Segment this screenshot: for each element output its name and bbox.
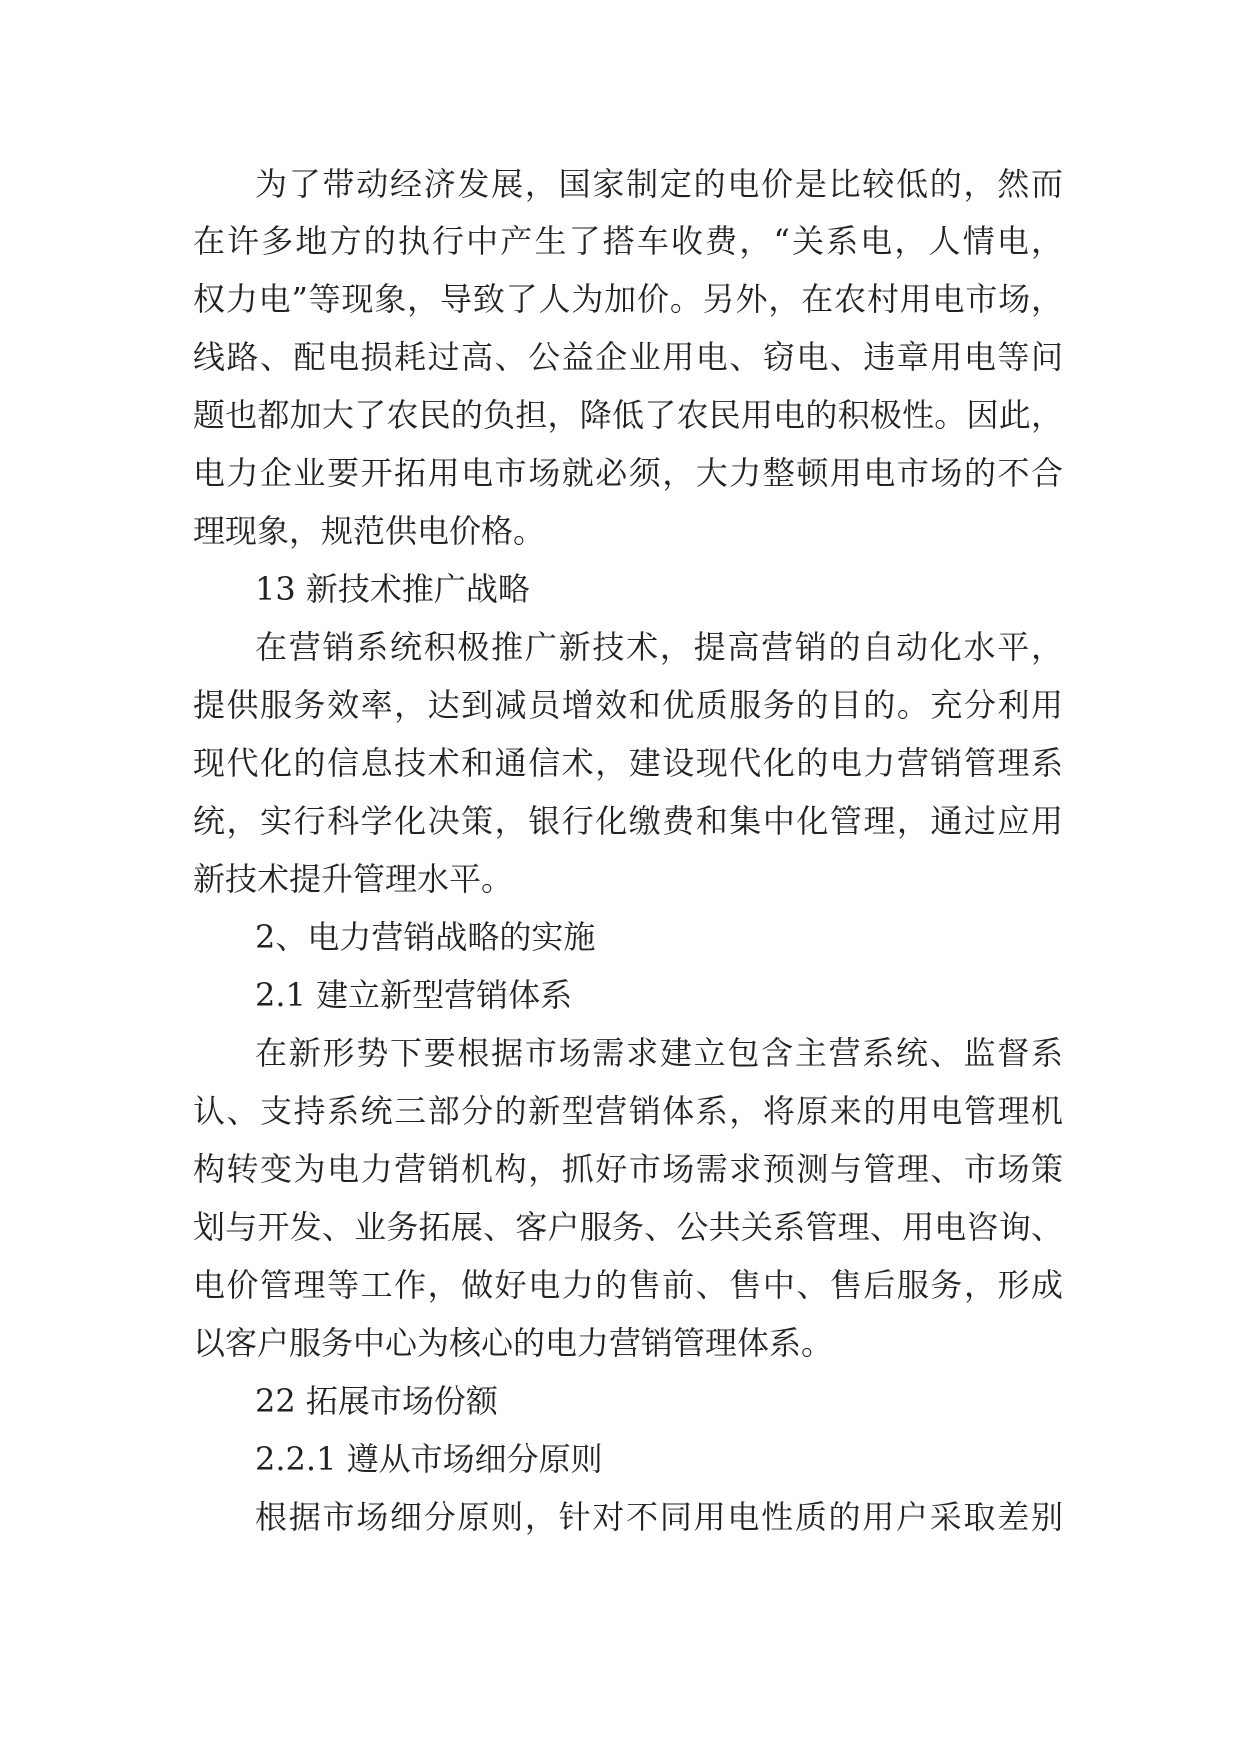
paragraph-line: 认、支持系统三部分的新型营销体系，将原来的用电管理机	[193, 1092, 1063, 1130]
section-heading: 22 拓展市场份额	[255, 1382, 498, 1420]
paragraph-line: 在许多地方的执行中产生了搭车收费，“关系电，人情电，	[193, 222, 1063, 260]
section-heading: 2.1 建立新型营销体系	[255, 976, 573, 1014]
paragraph-line: 理现象，规范供电价格。	[193, 512, 546, 550]
paragraph-line: 电力企业要开拓用电市场就必须，大力整顿用电市场的不合	[193, 454, 1063, 492]
section-heading: 13 新技术推广战略	[255, 570, 530, 608]
paragraph-line: 电价管理等工作，做好电力的售前、售中、售后服务，形成	[193, 1266, 1063, 1304]
paragraph-line: 题也都加大了农民的负担，降低了农民用电的积极性。因此，	[193, 396, 1063, 434]
paragraph-line: 以客户服务中心为核心的电力营销管理体系。	[193, 1324, 834, 1362]
paragraph-line: 在营销系统积极推广新技术，提高营销的自动化水平，	[255, 628, 1063, 666]
paragraph-line: 构转变为电力营销机构，抓好市场需求预测与管理、市场策	[193, 1150, 1063, 1188]
paragraph-line: 统，实行科学化决策，银行化缴费和集中化管理，通过应用	[193, 802, 1063, 840]
paragraph-line: 线路、配电损耗过高、公益企业用电、窃电、违章用电等问	[193, 338, 1063, 376]
paragraph-line: 为了带动经济发展，国家制定的电价是比较低的，然而	[255, 165, 1063, 203]
paragraph-line: 权力电”等现象，导致了人为加价。另外，在农村用电市场，	[193, 280, 1063, 318]
paragraph-line: 提供服务效率，达到减员增效和优质服务的目的。充分利用	[193, 686, 1063, 724]
paragraph-line: 现代化的信息技术和通信术，建设现代化的电力营销管理系	[193, 744, 1063, 782]
section-heading: 2.2.1 遵从市场细分原则	[255, 1440, 603, 1478]
paragraph-line: 新技术提升管理水平。	[193, 860, 514, 898]
paragraph-line: 在新形势下要根据市场需求建立包含主营系统、监督系	[255, 1034, 1063, 1072]
section-heading: 2、电力营销战略的实施	[255, 918, 596, 956]
paragraph-line: 根据市场细分原则，针对不同用电性质的用户采取差别	[255, 1498, 1063, 1536]
paragraph-line: 划与开发、业务拓展、客户服务、公共关系管理、用电咨询、	[193, 1208, 1063, 1246]
